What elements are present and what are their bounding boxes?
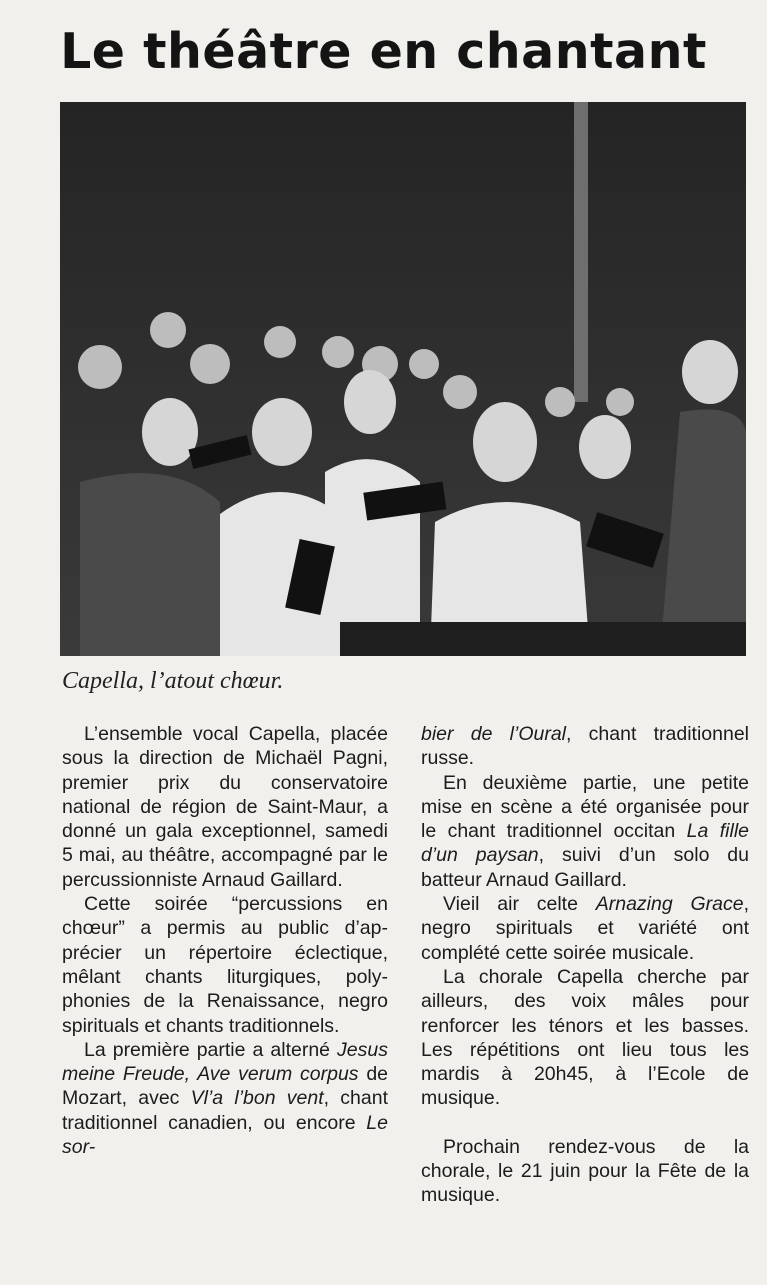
article-column-left xyxy=(62,722,388,1159)
text-run: La première partie a alterné xyxy=(84,1038,338,1061)
text-run: , chant traditionnel canadien, ou encore xyxy=(62,1087,388,1134)
text-run: , negro spirituals et variété ont complété cette soirée musicale. xyxy=(421,893,749,964)
paragraph: Prochain rendez-vous de la chorale, le 21 juin pour la Fête de la musique. xyxy=(421,1135,749,1207)
song-title: bier de l’Oural xyxy=(421,723,567,745)
paragraph: Cette soirée “percussions en chœur” a permis au public d’apprécier un répertoire éclectique, mêlant chants liturgiques, polyphonies de la Renaissance, negro spirituals et chants traditionnels. xyxy=(62,893,388,1037)
song-title: La fille d’un paysan xyxy=(421,820,750,867)
song-title: Jesus meine Freude, Ave verum corpus xyxy=(62,1038,388,1086)
paragraph: La chorale Capella cherche par ailleurs, des voix mâles pour renforcer les ténors et les basses. Les répétitions ont lieu tous les mardis à 20h45, à l’Ecole de musique. xyxy=(421,965,749,1110)
choir-photo-icon xyxy=(60,102,746,656)
choir-photo xyxy=(60,102,746,656)
photo-caption: Capella, l’atout chœur. xyxy=(62,668,284,694)
paragraph-gap xyxy=(421,1111,749,1135)
paragraph xyxy=(421,892,749,965)
article-column-right xyxy=(421,722,749,1208)
text-run: de Mozart, avec xyxy=(62,1063,389,1110)
paragraph xyxy=(62,1038,388,1159)
text-run: , suivi d’un solo du batteur Arnaud Gaillard. xyxy=(421,844,749,891)
song-title: Arnazing Grace xyxy=(595,893,744,916)
paragraph xyxy=(421,722,749,771)
text-run: , chant traditionnel russe. xyxy=(421,723,749,770)
text-run: Vieil air celte xyxy=(443,893,596,916)
song-title: Le sor- xyxy=(62,1111,388,1159)
paragraph: L’ensemble vocal Capella, placée sous la direction de Michaël Pagni, premier prix du conservatoire national de région de Saint-Maur, a donné un gala exceptionnel, samedi 5 mai, au théâtre, accompagné par le percussionniste Arnaud Gaillard. xyxy=(62,723,388,891)
song-title: Vl’a l’bon vent xyxy=(190,1087,324,1110)
text-run: En deuxième partie, une petite mise en scène a été organisée pour le chant traditionnel occitan xyxy=(421,771,749,843)
headline: Le théâtre en chantant xyxy=(60,23,707,80)
paragraph xyxy=(421,771,749,892)
